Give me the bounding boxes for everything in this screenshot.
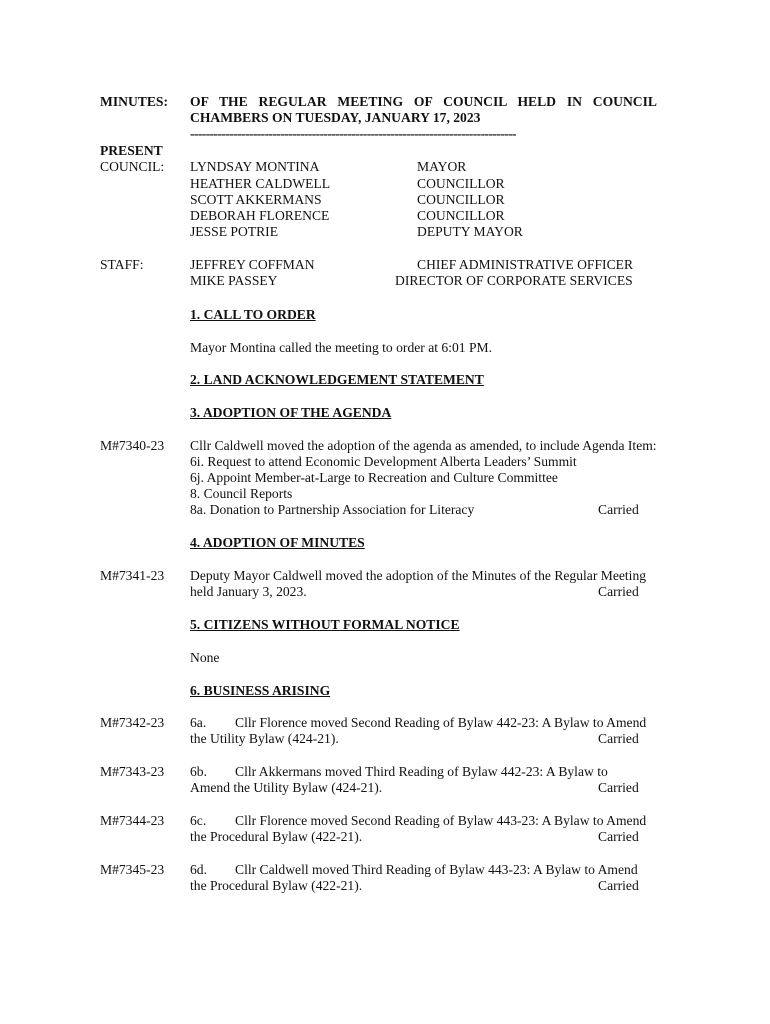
- council-member-name: JESSE POTRIE: [190, 224, 278, 239]
- motion-result: Carried: [598, 829, 639, 844]
- council-member-role: COUNCILLOR: [417, 208, 505, 223]
- staff-member-role: CHIEF ADMINISTRATIVE OFFICER: [417, 257, 634, 272]
- section-heading-adoption-of-minutes: 4. ADOPTION OF MINUTES: [190, 535, 365, 550]
- citizens-text: None: [190, 650, 220, 665]
- motion-text-line: Cllr Caldwell moved the adoption of the agenda as amended, to include Agenda Item:: [190, 438, 657, 453]
- motion-number: M#7342-23: [100, 715, 165, 730]
- motion-number: M#7345-23: [100, 862, 165, 877]
- section-heading-business-arising: 6. BUSINESS ARISING: [190, 683, 331, 698]
- motion-result: Carried: [598, 731, 639, 746]
- title-rule: -----------------------------------------------------------------------------------: [190, 126, 516, 141]
- council-member-role: COUNCILLOR: [417, 176, 505, 191]
- motion-item-number: 6c.: [190, 813, 207, 828]
- council-member-role: COUNCILLOR: [417, 192, 505, 207]
- motion-item-number: 6d.: [190, 862, 207, 877]
- staff-member-name: MIKE PASSEY: [190, 273, 278, 288]
- motion-text-line: 6j. Appoint Member-at-Large to Recreation and Culture Committee: [190, 470, 558, 485]
- minutes-label: MINUTES:: [100, 94, 168, 109]
- meeting-title-line2: CHAMBERS ON TUESDAY, JANUARY 17, 2023: [190, 110, 481, 125]
- council-member-name: SCOTT AKKERMANS: [190, 192, 322, 207]
- motion-item-number: 6a.: [190, 715, 207, 730]
- motion-text-line: the Procedural Bylaw (422-21).: [190, 829, 363, 844]
- section-heading-land-acknowledgement: 2. LAND ACKNOWLEDGEMENT STATEMENT: [190, 372, 484, 387]
- council-label: COUNCIL:: [100, 159, 165, 174]
- motion-text-line: 8a. Donation to Partnership Association for Literacy: [190, 502, 475, 517]
- motion-item-number: 6b.: [190, 764, 207, 779]
- motion-text-line: Cllr Caldwell moved Third Reading of Bylaw 443-23: A Bylaw to Amend: [235, 862, 638, 877]
- motion-text-line: 6i. Request to attend Economic Development Alberta Leaders’ Summit: [190, 454, 577, 469]
- motion-text-line: the Utility Bylaw (424-21).: [190, 731, 339, 746]
- motion-text-line: Cllr Florence moved Second Reading of Bylaw 443-23: A Bylaw to Amend: [235, 813, 647, 828]
- section-heading-citizens: 5. CITIZENS WITHOUT FORMAL NOTICE: [190, 617, 460, 632]
- motion-result: Carried: [598, 502, 639, 517]
- council-member-role: DEPUTY MAYOR: [417, 224, 523, 239]
- staff-member-role: DIRECTOR OF CORPORATE SERVICES: [395, 273, 633, 288]
- motion-result: Carried: [598, 584, 639, 599]
- motion-text-line: the Procedural Bylaw (422-21).: [190, 878, 363, 893]
- staff-label: STAFF:: [100, 257, 144, 272]
- motion-result: Carried: [598, 878, 639, 893]
- motion-text-line: held January 3, 2023.: [190, 584, 307, 599]
- motion-text-line: Cllr Florence moved Second Reading of Bylaw 442-23: A Bylaw to Amend: [235, 715, 647, 730]
- motion-text-line: 8. Council Reports: [190, 486, 293, 501]
- staff-member-name: JEFFREY COFFMAN: [190, 257, 315, 272]
- motion-text-line: Deputy Mayor Caldwell moved the adoption of the Minutes of the Regular Meeting: [190, 568, 647, 583]
- council-member-name: HEATHER CALDWELL: [190, 176, 331, 191]
- council-member-role: MAYOR: [417, 159, 467, 174]
- motion-number: M#7341-23: [100, 568, 165, 583]
- council-member-name: LYNDSAY MONTINA: [190, 159, 320, 174]
- motion-result: Carried: [598, 780, 639, 795]
- meeting-title-line1: OF THE REGULAR MEETING OF COUNCIL HELD IN COUNCIL: [190, 94, 657, 109]
- council-member-name: DEBORAH FLORENCE: [190, 208, 330, 223]
- motion-number: M#7343-23: [100, 764, 165, 779]
- call-to-order-text: Mayor Montina called the meeting to order at 6:01 PM.: [190, 340, 493, 355]
- motion-text-line: Cllr Akkermans moved Third Reading of Bylaw 442-23: A Bylaw to: [235, 764, 608, 779]
- section-heading-adoption-of-agenda: 3. ADOPTION OF THE AGENDA: [190, 405, 392, 420]
- motion-text-line: Amend the Utility Bylaw (424-21).: [190, 780, 383, 795]
- present-label: PRESENT: [100, 143, 163, 158]
- motion-number: M#7344-23: [100, 813, 165, 828]
- motion-number: M#7340-23: [100, 438, 165, 453]
- section-heading-call-to-order: 1. CALL TO ORDER: [190, 307, 316, 322]
